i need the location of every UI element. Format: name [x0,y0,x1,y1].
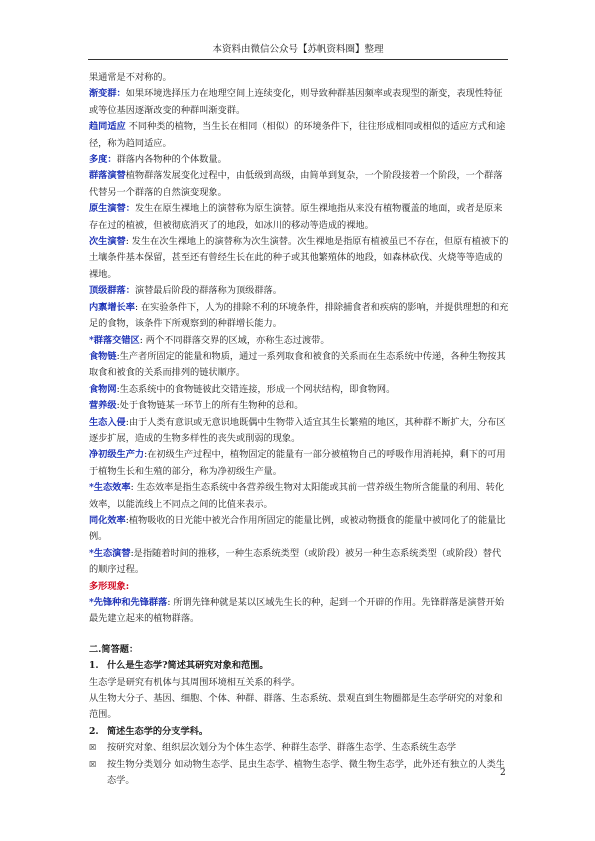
checkbox-icon: ☒ [89,743,97,753]
document-body [89,70,509,789]
definition-term: *群落交错区 [89,334,140,346]
definition-term: 净初级生产力 [89,449,145,461]
definition-text: : 所谓先锋种就是某以区域先生长的种，起到一个开辟的作用。先锋群落是演替开始最先建立起来的植物群落。 [89,597,505,625]
definition-term: 同化效率 [89,514,126,526]
polymorphism-heading: 多形现象: [89,580,130,592]
question-number: 2. [89,725,99,737]
definition-term: 食物链 [89,350,117,362]
definition-text: 发生在原生裸地上的演替称为原生演替。原生裸地指从来没有植物覆盖的地面，或者是原来存在过的植被，但被彻底消灭了的地段，如冰川的移动等造成的裸地。 [89,203,503,231]
definition-term: 生态入侵 [89,416,126,428]
bullet-item [89,757,509,790]
bullet-text: 按研究对象、组织层次划分为个体生态学、种群生态学、群落生态学、生态系统生态学 [107,742,457,754]
answer-line: 生态学是研究有机体与其周围环境相互关系的科学。 [89,676,301,688]
definition-text: :在初级生产过程中，植物固定的能量有一部分被植物自己的呼吸作用消耗掉，剩下的可用于植物生长和生殖的部分，称为净初级生产量。 [89,449,506,477]
definition-item [89,447,509,480]
definition-item [89,152,509,168]
intro-line: 果通常是不对称的。 [89,72,172,83]
definition-item [89,415,509,448]
definition-item [89,382,509,398]
definition-text: : 在实验条件下，人为的排除不利的环境条件，排除捕食者和疾病的影响，并提供理想的和充足的食物，该条件下所观察到的种群增长能力。 [89,301,509,330]
definition-text: :生产者所固定的能量和物质，通过一系列取食和被食的关系而在生态系统中传递，各种生物按其取食和被食的关系而排列的链状顺序。 [89,350,506,379]
definition-term: 渐变群： [89,88,126,100]
definition-item [89,234,509,283]
definition-text: :生态系统中的食物链彼此交错连接，形成一个网状结构，即食物网。 [116,383,396,395]
definition-term: *生态演替 [89,547,131,559]
definition-text: :由于人类有意识或无意识地既偶中生物带入适宜其生长繁殖的地区，其种群不断扩大，分布区逐步扩展，造成的生物多样性的丧失或削弱的现象。 [89,416,506,444]
bullet-text: 按生物分类划分 如动物生态学、昆虫生态学、植物生态学、微生物生态学，此外还有独立的人类生态学。 [107,758,505,787]
bullet-item [89,740,509,756]
definition-term: 原生演替： [89,203,135,215]
definition-item [89,595,509,628]
definition-term: 营养级 [89,400,117,412]
definition-term: 食物网 [89,383,117,395]
checkbox-icon: ☒ [89,759,97,769]
answer-line: 从生物大分子、基因、细胞、个体、种群、群落、生态系统、景观直到生物圈都是生态学研究的对象和范围。 [89,693,503,721]
definition-item [89,398,509,414]
definition-text: : 生态效率是指生态系统中各营养级生物对太阳能或其前一营养级生物所含能量的利用、转化效率，以能流线上不同点之间的比值来表示。 [89,482,505,510]
definition-item [89,86,509,119]
definition-text: :是指随着时间的推移，一种生态系统类型（或阶段）被另一种生态系统类型（或阶段）替代的顺序过程。 [89,547,502,576]
definition-term: 群落演替 [89,170,126,182]
red-heading [89,579,509,595]
definition-term: *生态效率 [89,482,131,494]
definition-item [89,119,509,152]
definition-text: 如果环境选择压力在地理空间上连续变化，则导致种群基因频率或表现型的渐变，表现性特征或等位基因逐渐改变的种群叫渐变群。 [89,88,503,116]
question-1 [89,658,509,674]
definition-item [89,349,509,382]
definition-text: :植物吸收的日光能中被光合作用所固定的能量比例，或被动物摄食的能量中被同化了的能量比例。 [89,514,506,543]
definition-term: 顶级群落： [89,285,135,297]
definition-item [89,283,509,299]
definition-text: : 两个不同群落交界的区域，亦称生态过渡带。 [139,334,330,346]
definition-term: 次生演替 [89,236,126,248]
definition-item [89,300,509,333]
question-2 [89,724,509,740]
definition-text: 不同种类的植物，当生长在相同（相似）的环境条件下，往往形成相同或相似的适应方式和途径，称为趋同适应。 [89,121,506,149]
definition-item [89,168,509,201]
definition-text: : 发生在次生裸地上的演替称为次生演替。次生裸地是指原有植被虽已不存在，但原有植被下的土壤条件基本保留，甚至还有曾经生长在此的种子或其他繁殖体的地段，如森林砍伐、火烧等等造成的裸地。 [89,236,509,280]
question-title: 简述生态学的分支学科。 [107,725,209,737]
section-title: 二.简答题： [89,643,139,655]
definition-text: 演替最后阶段的群落称为顶级群落。 [134,285,282,297]
question-title: 什么是生态学?简述其研究对象和范围。 [107,660,269,672]
definition-term: 内禀增长率 [89,301,135,313]
definition-item [89,333,509,349]
page-header: 本资料由微信公众号【苏帆资料圈】整理 [88,41,508,60]
definition-item [89,513,509,546]
definition-text: 群落内各物种的个体数量。 [116,154,227,166]
definition-term: 多度： [89,154,117,166]
definition-item [89,201,509,234]
definition-text: 植物群落发展变化过程中，由低级到高级，由简单到复杂，一个阶段接着一个阶段，一个群落代替另一个群落的自然演变现象。 [89,170,503,198]
definition-term: 趋同适应 [89,121,126,133]
definition-term: *先锋种和先锋群落 [89,597,168,608]
definition-item [89,480,509,513]
definition-text: :处于食物链某一环节上的所有生物种的总和。 [116,400,304,412]
page-number: 2 [500,768,506,778]
question-number: 1. [89,660,99,672]
definition-item [89,546,509,579]
